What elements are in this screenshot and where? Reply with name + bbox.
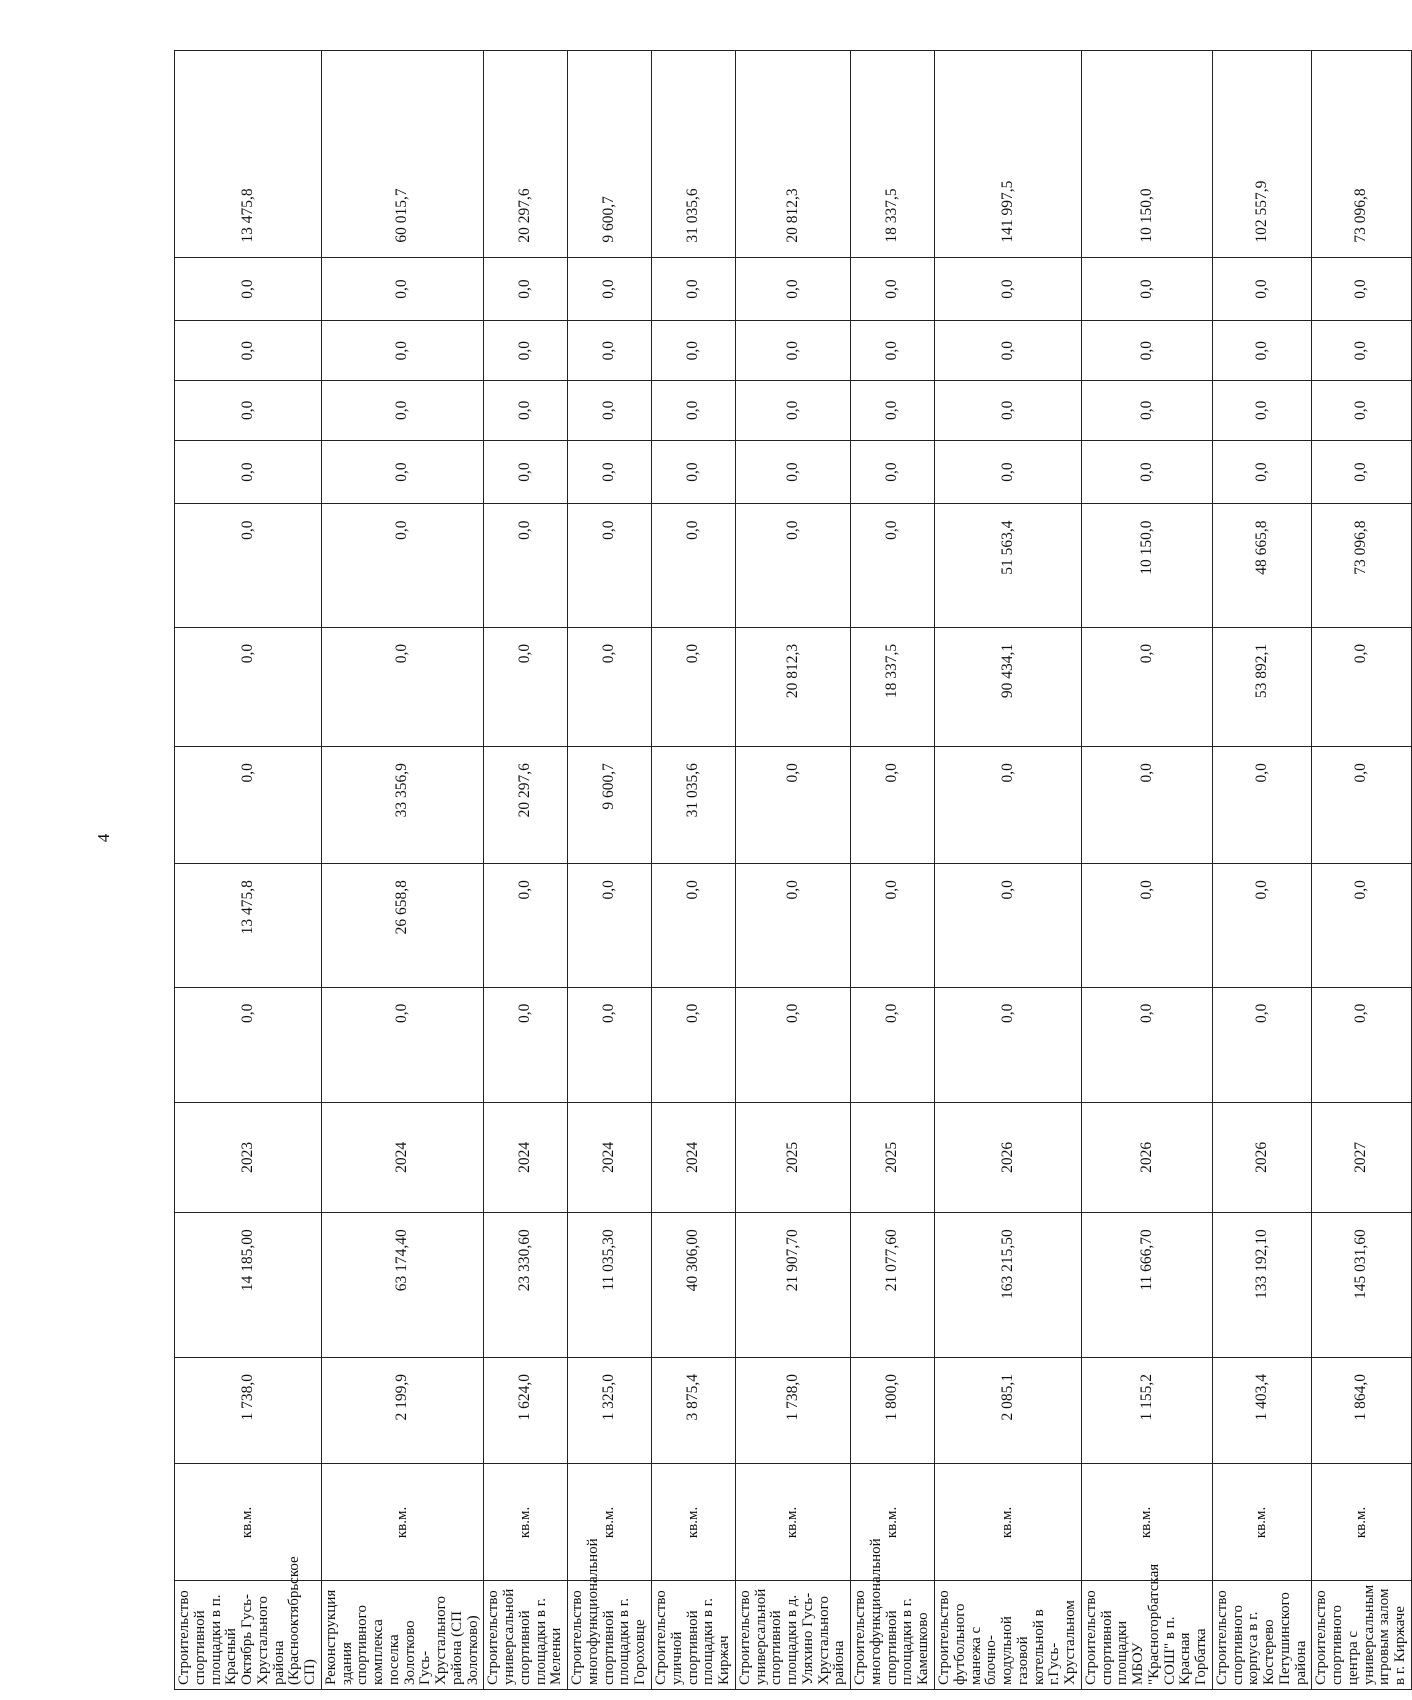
object-name-cell: Строительство спортивной площадки МБОУ "Красногорбатская СОШ" в п. Красная Горбатка <box>1081 1581 1212 1690</box>
funding-cell: 0,0 <box>1212 440 1312 504</box>
funding-cell: 0,0 <box>484 440 568 504</box>
funding-cell: 0,0 <box>851 381 935 441</box>
funding-cell: 0,0 <box>1081 257 1212 321</box>
commissioning-year-cell: 2024 <box>321 1102 484 1213</box>
total-cell: 20 297,6 <box>484 51 568 258</box>
object-name-cell: Строительство спортивного корпуса в г. Костерево Петушинского района <box>1212 1581 1312 1690</box>
object-name-cell: Строительство уличной спортивной площадки в г. Киржач <box>652 1581 736 1690</box>
funding-cell: 0,0 <box>735 987 850 1102</box>
funding-cell: 31 035,6 <box>652 747 736 864</box>
funding-cell: 0,0 <box>568 627 652 746</box>
capacity-cell: 3 875,4 <box>652 1357 736 1463</box>
funding-cell: 0,0 <box>484 504 568 627</box>
funding-cell: 51 563,4 <box>935 504 1082 627</box>
capacity-cell: 1 155,2 <box>1081 1357 1212 1463</box>
total-cell: 13 475,8 <box>175 51 322 258</box>
unit-cell: кв.м. <box>1212 1464 1312 1581</box>
table-row <box>1081 51 1212 1690</box>
capacity-cell: 1 738,0 <box>735 1357 850 1463</box>
object-name-cell: Строительство многофункциональной спортивной площадки в г. Камешково <box>851 1581 935 1690</box>
funding-cell: 0,0 <box>1212 257 1312 321</box>
funding-cell: 0,0 <box>851 747 935 864</box>
total-cell: 18 337,5 <box>851 51 935 258</box>
total-cell: 141 997,5 <box>935 51 1082 258</box>
funding-cell: 0,0 <box>568 381 652 441</box>
object-name-cell: Строительство спортивной площадки в п. Красный Октябрь Гусь-Хрустального района (Краснооктябрьское СП) <box>175 1581 322 1690</box>
funding-cell: 0,0 <box>652 627 736 746</box>
funding-cell: 0,0 <box>175 381 322 441</box>
funding-cell: 9 600,7 <box>568 747 652 864</box>
funding-cell: 0,0 <box>935 864 1082 987</box>
funding-cell: 48 665,8 <box>1212 504 1312 627</box>
estimated-cost-cell: 145 031,60 <box>1312 1213 1412 1358</box>
funding-cell: 0,0 <box>652 321 736 381</box>
funding-cell: 0,0 <box>484 257 568 321</box>
funding-cell: 0,0 <box>935 321 1082 381</box>
funding-cell: 0,0 <box>652 504 736 627</box>
funding-cell: 0,0 <box>1312 864 1412 987</box>
estimated-cost-cell: 133 192,10 <box>1212 1213 1312 1358</box>
object-name-cell: Строительство многофункциональной спортивной площадки в г. Гороховце <box>568 1581 652 1690</box>
construction-objects-table <box>174 50 1412 1690</box>
funding-cell: 0,0 <box>1312 440 1412 504</box>
unit-cell: кв.м. <box>652 1464 736 1581</box>
commissioning-year-cell: 2025 <box>851 1102 935 1213</box>
funding-cell: 0,0 <box>484 987 568 1102</box>
estimated-cost-cell: 11 035,30 <box>568 1213 652 1358</box>
funding-cell: 0,0 <box>568 440 652 504</box>
funding-cell: 13 475,8 <box>175 864 322 987</box>
unit-cell: кв.м. <box>568 1464 652 1581</box>
unit-cell: кв.м. <box>484 1464 568 1581</box>
funding-cell: 0,0 <box>652 440 736 504</box>
funding-cell: 0,0 <box>321 257 484 321</box>
funding-cell: 0,0 <box>321 987 484 1102</box>
funding-cell: 33 356,9 <box>321 747 484 864</box>
funding-cell: 10 150,0 <box>1081 504 1212 627</box>
estimated-cost-cell: 23 330,60 <box>484 1213 568 1358</box>
capacity-cell: 1 738,0 <box>175 1357 322 1463</box>
total-cell: 31 035,6 <box>652 51 736 258</box>
commissioning-year-cell: 2026 <box>935 1102 1082 1213</box>
commissioning-year-cell: 2025 <box>735 1102 850 1213</box>
funding-cell: 0,0 <box>735 257 850 321</box>
capacity-cell: 2 085,1 <box>935 1357 1082 1463</box>
capacity-cell: 1 864,0 <box>1312 1357 1412 1463</box>
unit-cell: кв.м. <box>851 1464 935 1581</box>
capacity-cell: 1 403,4 <box>1212 1357 1312 1463</box>
estimated-cost-cell: 63 174,40 <box>321 1213 484 1358</box>
commissioning-year-cell: 2026 <box>1212 1102 1312 1213</box>
funding-cell: 0,0 <box>175 747 322 864</box>
object-name-cell: Строительство спортивного центра с универсальным игровым залом в г. Киржаче <box>1312 1581 1412 1690</box>
funding-cell: 0,0 <box>1081 321 1212 381</box>
funding-cell: 90 434,1 <box>935 627 1082 746</box>
funding-cell: 0,0 <box>935 987 1082 1102</box>
table-row <box>175 51 322 1690</box>
funding-cell: 0,0 <box>652 381 736 441</box>
funding-cell: 0,0 <box>1312 381 1412 441</box>
unit-cell: кв.м. <box>175 1464 322 1581</box>
funding-cell: 0,0 <box>484 627 568 746</box>
funding-cell: 0,0 <box>484 321 568 381</box>
total-cell: 10 150,0 <box>1081 51 1212 258</box>
total-cell: 60 015,7 <box>321 51 484 258</box>
total-cell: 73 096,8 <box>1312 51 1412 258</box>
unit-cell: кв.м. <box>321 1464 484 1581</box>
funding-cell: 20 297,6 <box>484 747 568 864</box>
funding-cell: 0,0 <box>735 321 850 381</box>
funding-cell: 0,0 <box>1312 627 1412 746</box>
commissioning-year-cell: 2027 <box>1312 1102 1412 1213</box>
funding-cell: 0,0 <box>321 321 484 381</box>
unit-cell: кв.м. <box>935 1464 1082 1581</box>
funding-cell: 0,0 <box>1212 864 1312 987</box>
funding-cell: 0,0 <box>1212 987 1312 1102</box>
estimated-cost-cell: 21 077,60 <box>851 1213 935 1358</box>
table-row <box>568 51 652 1690</box>
funding-cell: 0,0 <box>935 381 1082 441</box>
table-row <box>735 51 850 1690</box>
funding-cell: 0,0 <box>175 987 322 1102</box>
funding-cell: 20 812,3 <box>735 627 850 746</box>
funding-cell: 0,0 <box>851 440 935 504</box>
funding-cell: 0,0 <box>935 440 1082 504</box>
table-row <box>652 51 736 1690</box>
funding-cell: 0,0 <box>484 381 568 441</box>
rotated-table-container <box>174 50 1408 1690</box>
funding-cell: 0,0 <box>652 864 736 987</box>
funding-cell: 0,0 <box>735 864 850 987</box>
funding-cell: 0,0 <box>735 440 850 504</box>
total-cell: 9 600,7 <box>568 51 652 258</box>
capacity-cell: 1 325,0 <box>568 1357 652 1463</box>
commissioning-year-cell: 2024 <box>652 1102 736 1213</box>
funding-cell: 0,0 <box>1312 747 1412 864</box>
funding-cell: 0,0 <box>484 864 568 987</box>
funding-cell: 0,0 <box>175 257 322 321</box>
capacity-cell: 1 624,0 <box>484 1357 568 1463</box>
funding-cell: 0,0 <box>1212 747 1312 864</box>
commissioning-year-cell: 2023 <box>175 1102 322 1213</box>
funding-cell: 0,0 <box>1312 257 1412 321</box>
funding-cell: 0,0 <box>1081 987 1212 1102</box>
funding-cell: 0,0 <box>568 864 652 987</box>
funding-cell: 0,0 <box>175 321 322 381</box>
funding-cell: 0,0 <box>935 257 1082 321</box>
funding-cell: 0,0 <box>652 987 736 1102</box>
funding-cell: 0,0 <box>851 321 935 381</box>
funding-cell: 0,0 <box>735 381 850 441</box>
funding-cell: 0,0 <box>851 504 935 627</box>
table-row <box>935 51 1082 1690</box>
table-body <box>175 51 1412 1690</box>
page-number: 4 <box>94 833 113 843</box>
funding-cell: 18 337,5 <box>851 627 935 746</box>
funding-cell: 0,0 <box>321 627 484 746</box>
funding-cell: 0,0 <box>568 321 652 381</box>
funding-cell: 0,0 <box>851 864 935 987</box>
funding-cell: 0,0 <box>851 987 935 1102</box>
table-row <box>321 51 484 1690</box>
funding-cell: 0,0 <box>1212 321 1312 381</box>
funding-cell: 0,0 <box>1081 747 1212 864</box>
funding-cell: 0,0 <box>1081 381 1212 441</box>
funding-cell: 0,0 <box>175 504 322 627</box>
funding-cell: 0,0 <box>1081 864 1212 987</box>
table-row <box>1312 51 1412 1690</box>
funding-cell: 0,0 <box>1312 321 1412 381</box>
unit-cell: кв.м. <box>1081 1464 1212 1581</box>
unit-cell: кв.м. <box>735 1464 850 1581</box>
funding-cell: 0,0 <box>1081 627 1212 746</box>
funding-cell: 0,0 <box>735 747 850 864</box>
commissioning-year-cell: 2024 <box>484 1102 568 1213</box>
estimated-cost-cell: 40 306,00 <box>652 1213 736 1358</box>
estimated-cost-cell: 21 907,70 <box>735 1213 850 1358</box>
funding-cell: 53 892,1 <box>1212 627 1312 746</box>
funding-cell: 0,0 <box>1212 381 1312 441</box>
funding-cell: 0,0 <box>568 987 652 1102</box>
unit-cell: кв.м. <box>1312 1464 1412 1581</box>
funding-cell: 0,0 <box>321 504 484 627</box>
funding-cell: 0,0 <box>652 257 736 321</box>
table-row <box>1212 51 1312 1690</box>
object-name-cell: Строительство футбольного манежа с блочно-модульной газовой котельной в г.Гусь-Хрустальном <box>935 1581 1082 1690</box>
object-name-cell: Строительство универсальной спортивной площадки в г. Меленки <box>484 1581 568 1690</box>
funding-cell: 0,0 <box>568 257 652 321</box>
table-row <box>484 51 568 1690</box>
commissioning-year-cell: 2026 <box>1081 1102 1212 1213</box>
funding-cell: 0,0 <box>321 440 484 504</box>
funding-cell: 0,0 <box>851 257 935 321</box>
funding-cell: 26 658,8 <box>321 864 484 987</box>
funding-cell: 0,0 <box>175 627 322 746</box>
funding-cell: 0,0 <box>735 504 850 627</box>
estimated-cost-cell: 14 185,00 <box>175 1213 322 1358</box>
funding-cell: 0,0 <box>175 440 322 504</box>
total-cell: 20 812,3 <box>735 51 850 258</box>
estimated-cost-cell: 163 215,50 <box>935 1213 1082 1358</box>
capacity-cell: 2 199,9 <box>321 1357 484 1463</box>
commissioning-year-cell: 2024 <box>568 1102 652 1213</box>
funding-cell: 0,0 <box>1312 987 1412 1102</box>
funding-cell: 0,0 <box>568 504 652 627</box>
table-row <box>851 51 935 1690</box>
funding-cell: 0,0 <box>321 381 484 441</box>
funding-cell: 0,0 <box>935 747 1082 864</box>
funding-cell: 73 096,8 <box>1312 504 1412 627</box>
object-name-cell: Строительство универсальной спортивной площадки в д. Уляхино Гусь-Хрустального района <box>735 1581 850 1690</box>
estimated-cost-cell: 11 666,70 <box>1081 1213 1212 1358</box>
capacity-cell: 1 800,0 <box>851 1357 935 1463</box>
total-cell: 102 557,9 <box>1212 51 1312 258</box>
object-name-cell: Реконструкция здания спортивного комплекса поселка Золотково Гусь-Хрустального района (СП Золотково) <box>321 1581 484 1690</box>
funding-cell: 0,0 <box>1081 440 1212 504</box>
